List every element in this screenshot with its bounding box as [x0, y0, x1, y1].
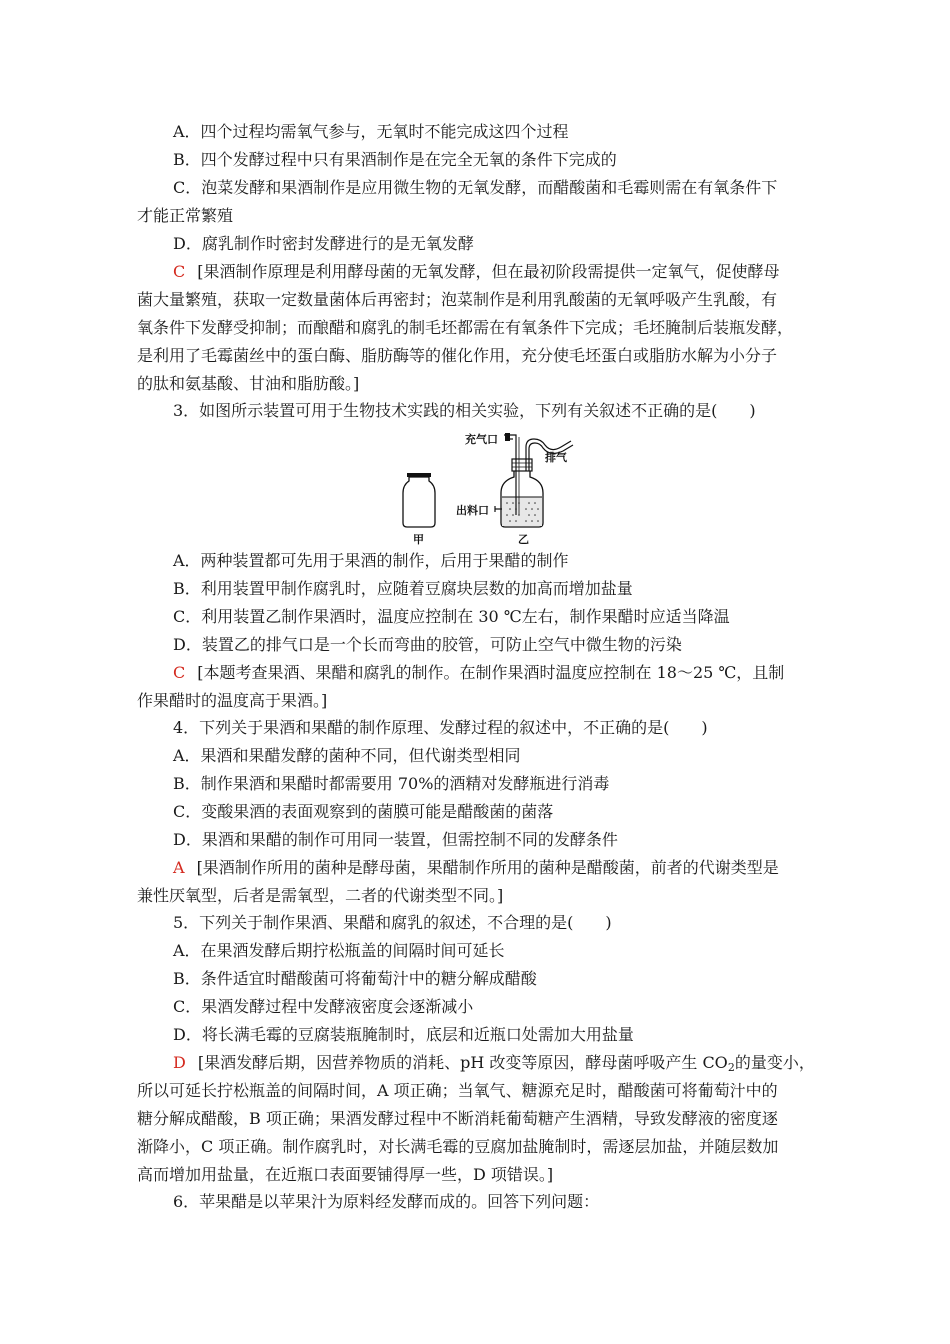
q4-option-b: B．制作果酒和果醋时都需要用 70%的酒精对发酵瓶进行消毒 [173, 774, 610, 793]
q2-option-c-cont: 才能正常繁殖 [137, 206, 234, 225]
q5-option-c: C．果酒发酵过程中发酵液密度会逐渐减小 [173, 997, 474, 1016]
q5-explanation-line [173, 1052, 815, 1074]
q3-stem: 3．如图所示装置可用于生物技术实践的相关实验，下列有关叙述不正确的是( ) [173, 401, 756, 420]
q4-explanation-0: [果酒制作所用的菌种是酵母菌，果醋制作所用的菌种是醋酸菌，前者的代谢类型是 [196, 858, 779, 877]
q2-explanation-0: [果酒制作原理是利用酵母菌的无氧发酵，但在最初阶段需提供一定氧气，促使酵母 [197, 262, 780, 281]
q5-explanation-2: 糖分解成醋酸，B 项正确；果酒发酵过程中不断消耗葡萄糖产生酒精，导致发酵液的密度逐 [137, 1109, 778, 1128]
q2-option-d: D．腐乳制作时密封发酵进行的是无氧发酵 [173, 234, 474, 253]
q4-stem: 4．下列关于果酒和果醋的制作原理、发酵过程的叙述中，不正确的是( ) [173, 718, 708, 737]
q3-explanation-line [173, 662, 784, 684]
label-outlet: 出料口 [456, 504, 489, 517]
q2-explanation-line [173, 261, 780, 283]
q5-answer: D [173, 1053, 186, 1072]
q2-option-b: B．四个发酵过程中只有果酒制作是在完全无氧的条件下完成的 [173, 150, 617, 169]
q2-explanation-3: 是利用了毛霉菌丝中的蛋白酶、脂肪酶等的催化作用，充分使毛坯蛋白或脂肪水解为小分子 [137, 346, 778, 365]
fermentation-apparatus-diagram [395, 425, 585, 550]
q5-explanation-4: 高而增加用盐量，在近瓶口表面要铺得厚一些，D 项错误。] [137, 1165, 554, 1184]
q3-option-b: B．利用装置甲制作腐乳时，应随着豆腐块层数的加高而增加盐量 [173, 579, 633, 598]
q3-figure [395, 425, 585, 550]
q5-option-b: B．条件适宜时醋酸菌可将葡萄汁中的糖分解成醋酸 [173, 969, 537, 988]
q6-stem: 6．苹果醋是以苹果汁为原料经发酵而成的。回答下列问题： [173, 1192, 600, 1211]
q3-explanation-1: 作果醋时的温度高于果酒。] [137, 691, 328, 710]
q4-option-c: C．变酸果酒的表面观察到的菌膜可能是醋酸菌的菌落 [173, 802, 554, 821]
q3-answer: C [173, 663, 186, 682]
q3-explanation-0: [本题考查果酒、果醋和腐乳的制作。在制作果酒时温度应控制在 18～25 ℃，且制 [197, 663, 785, 682]
q5-option-d: D．将长满毛霉的豆腐装瓶腌制时，底层和近瓶口处需加大用盐量 [173, 1025, 634, 1044]
q2-answer: C [173, 262, 186, 281]
jar-jia [403, 473, 435, 527]
label-yi: 乙 [518, 533, 529, 546]
q3-option-c: C．利用装置乙制作果酒时，温度应控制在 30 ℃左右，制作果醋时应适当降温 [173, 607, 730, 626]
q2-option-c: C．泡菜发酵和果酒制作是应用微生物的无氧发酵，而醋酸菌和毛霉则需在有氧条件下 [173, 178, 778, 197]
q4-answer: A [173, 858, 185, 877]
q4-explanation-line [173, 857, 779, 879]
q5-explanation-sub: 2 [727, 1061, 735, 1074]
q2-option-a: A．四个过程均需氧气参与，无氧时不能完成这四个过程 [173, 122, 569, 141]
q4-option-a: A．果酒和果醋发酵的菌种不同，但代谢类型相同 [173, 746, 521, 765]
q5-explanation-1: 所以可延长拧松瓶盖的间隔时间，A 项正确；当氧气、糖源充足时，醋酸菌可将葡萄汁中的 [137, 1081, 778, 1100]
q3-option-d: D．装置乙的排气口是一个长而弯曲的胶管，可防止空气中微生物的污染 [173, 635, 682, 654]
label-inlet: 充气口 [465, 433, 498, 446]
q5-option-a: A．在果酒发酵后期拧松瓶盖的间隔时间可延长 [173, 941, 505, 960]
bottle-yi [495, 433, 573, 527]
q2-explanation-4: 的肽和氨基酸、甘油和脂肪酸。] [137, 374, 360, 393]
q5-explanation-3: 渐降小，C 项正确。制作腐乳时，对长满毛霉的豆腐加盐腌制时，需逐层加盐，并随层数加 [137, 1137, 779, 1156]
q2-explanation-1: 菌大量繁殖，获取一定数量菌体后再密封；泡菜制作是利用乳酸菌的无氧呼吸产生乳酸，有 [137, 290, 778, 309]
label-exhaust: 排气 [545, 451, 567, 464]
q5-stem: 5．下列关于制作果酒、果醋和腐乳的叙述，不合理的是( ) [173, 913, 612, 932]
q3-option-a: A．两种装置都可先用于果酒的制作，后用于果醋的制作 [173, 551, 569, 570]
label-jia: 甲 [413, 533, 424, 546]
q2-explanation-2: 氧条件下发酵受抑制；而酿醋和腐乳的制毛坯都需在有氧条件下完成；毛坯腌制后装瓶发酵， [137, 318, 794, 337]
q4-explanation-1: 兼性厌氧型，后者是需氧型，二者的代谢类型不同。] [137, 886, 504, 905]
q5-explanation-0b: 的量变小， [734, 1053, 815, 1072]
q5-explanation-0a: [果酒发酵后期，因营养物质的消耗、pH 改变等原因，酵母菌呼吸产生 CO [197, 1053, 728, 1072]
q4-option-d: D．果酒和果醋的制作可用同一装置，但需控制不同的发酵条件 [173, 830, 618, 849]
